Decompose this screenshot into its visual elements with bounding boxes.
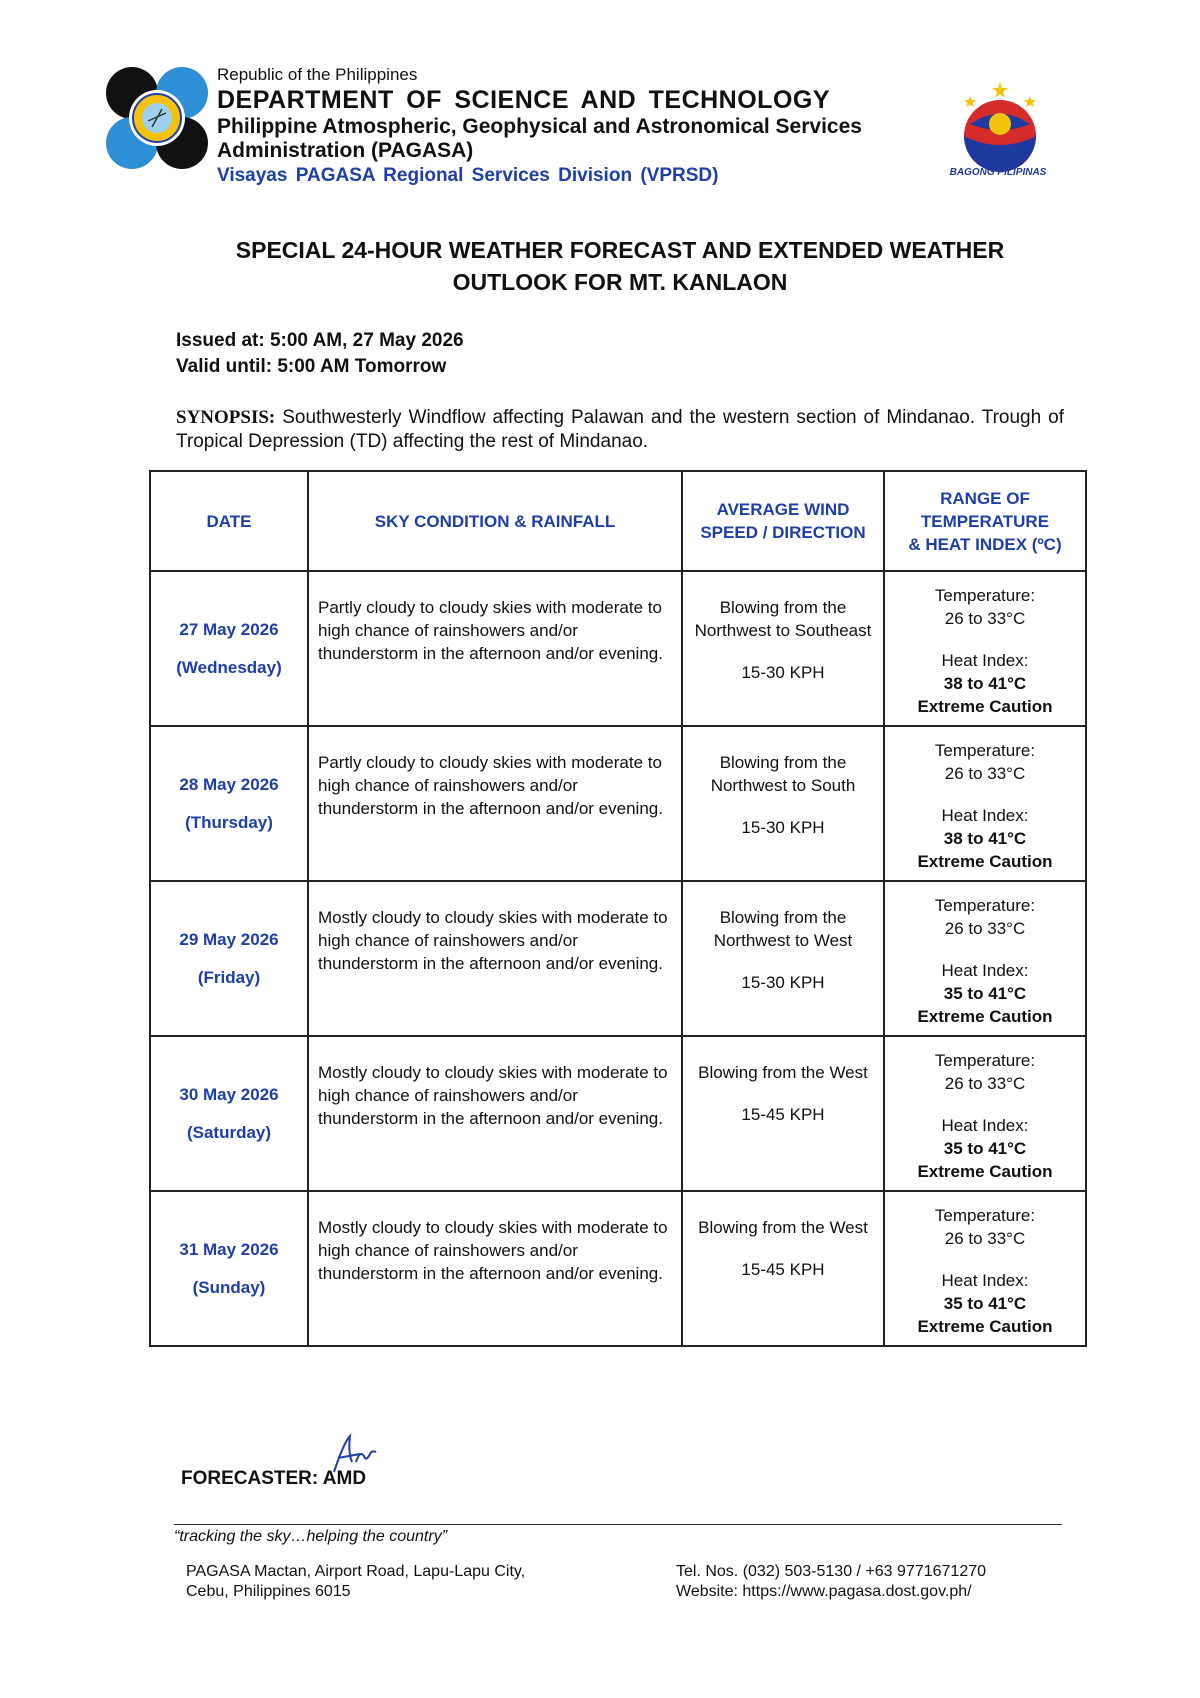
synopsis-text: Southwesterly Windflow affecting Palawan and the western section of Mindanao. Trough of Tropical Depression (TD) affecting the rest of Mindanao. bbox=[176, 407, 1064, 452]
heat-range: 35 to 41°C bbox=[943, 1139, 1027, 1158]
telephone: Tel. Nos. (032) 503-5130 / +63 9771671270 bbox=[676, 1563, 987, 1580]
heat-range: 38 to 41°C bbox=[943, 829, 1027, 848]
header-temp-line-1: RANGE OF bbox=[940, 488, 1030, 508]
heat-label: Heat Index: bbox=[941, 806, 1029, 825]
wind-speed: 15-30 KPH bbox=[741, 973, 825, 992]
address-line-2: Cebu, Philippines 6015 bbox=[186, 1583, 351, 1600]
wind-cell bbox=[682, 571, 884, 726]
title-line-2: OUTLOOK FOR MT. KANLAON bbox=[452, 269, 788, 295]
sky-text: Mostly cloudy to cloudy skies with moderate to high chance of rainshowers and/or thunderstorm in the afternoon and/or evening. bbox=[318, 908, 668, 973]
republic-line: Republic of the Philippines bbox=[217, 65, 418, 84]
website-link[interactable]: Website: https://www.pagasa.dost.gov.ph/ bbox=[676, 1583, 972, 1600]
heat-label: Heat Index: bbox=[941, 1271, 1029, 1290]
header-temp bbox=[884, 471, 1086, 571]
row-weekday: (Wednesday) bbox=[176, 658, 282, 677]
heat-class: Extreme Caution bbox=[917, 852, 1053, 871]
issue-info bbox=[176, 328, 464, 380]
header-wind-line-1: AVERAGE WIND bbox=[716, 500, 850, 519]
heat-class: Extreme Caution bbox=[917, 1317, 1053, 1336]
temp-label: Temperature: bbox=[934, 1051, 1036, 1070]
wind-direction: Blowing from the Northwest to West bbox=[713, 908, 853, 950]
wind-direction: Blowing from the West bbox=[698, 1063, 868, 1082]
row-weekday: (Friday) bbox=[197, 968, 261, 987]
wind-direction: Blowing from the Northwest to Southeast bbox=[694, 598, 872, 640]
table-row bbox=[150, 726, 1086, 881]
header-temp-line-2: TEMPERATURE bbox=[920, 511, 1050, 531]
heat-range: 38 to 41°C bbox=[943, 674, 1027, 693]
forecast-table bbox=[149, 470, 1087, 1347]
wind-cell bbox=[682, 1191, 884, 1346]
bagong-pilipinas-text: BAGONG PILIPINAS bbox=[949, 167, 1047, 178]
temp-range: 26 to 33°C bbox=[944, 1074, 1026, 1093]
temp-cell bbox=[884, 726, 1086, 881]
sky-cell bbox=[308, 1036, 682, 1191]
table-row bbox=[150, 881, 1086, 1036]
wind-cell bbox=[682, 881, 884, 1036]
row-date: 31 May 2026 bbox=[179, 1240, 279, 1259]
wind-cell bbox=[682, 726, 884, 881]
document-title bbox=[150, 234, 1090, 298]
table-row bbox=[150, 1191, 1086, 1346]
agency-line-1: Philippine Atmospheric, Geophysical and Astronomical Services bbox=[217, 115, 862, 138]
address bbox=[186, 1562, 525, 1602]
header-wind bbox=[682, 471, 884, 571]
row-date: 29 May 2026 bbox=[179, 930, 279, 949]
heat-label: Heat Index: bbox=[941, 651, 1029, 670]
contact-info bbox=[676, 1562, 986, 1602]
heat-class: Extreme Caution bbox=[917, 1007, 1053, 1026]
department-line: DEPARTMENT OF SCIENCE AND TECHNOLOGY bbox=[217, 86, 831, 114]
wind-direction: Blowing from the Northwest to South bbox=[710, 753, 856, 795]
valid-until: Valid until: 5:00 AM Tomorrow bbox=[176, 356, 447, 377]
row-weekday: (Saturday) bbox=[186, 1123, 272, 1142]
heat-range: 35 to 41°C bbox=[943, 1294, 1027, 1313]
row-weekday: (Sunday) bbox=[192, 1278, 266, 1297]
sky-text: Partly cloudy to cloudy skies with moderate to high chance of rainshowers and/or thunderstorm in the afternoon and/or evening. bbox=[318, 598, 663, 663]
wind-direction: Blowing from the West bbox=[698, 1218, 868, 1237]
sky-text: Mostly cloudy to cloudy skies with moderate to high chance of rainshowers and/or thunderstorm in the afternoon and/or evening. bbox=[318, 1063, 668, 1128]
synopsis bbox=[176, 406, 1064, 454]
wind-speed: 15-45 KPH bbox=[741, 1260, 825, 1279]
heat-range: 35 to 41°C bbox=[943, 984, 1027, 1003]
date-cell bbox=[150, 1191, 308, 1346]
row-date: 27 May 2026 bbox=[179, 620, 279, 639]
wind-speed: 15-30 KPH bbox=[741, 663, 825, 682]
forecaster-label: FORECASTER: AMD bbox=[181, 1468, 367, 1489]
temp-cell bbox=[884, 1036, 1086, 1191]
letterhead bbox=[217, 65, 862, 189]
issued-at: Issued at: 5:00 AM, 27 May 2026 bbox=[176, 330, 464, 351]
temp-cell bbox=[884, 881, 1086, 1036]
address-line-1: PAGASA Mactan, Airport Road, Lapu-Lapu City, bbox=[186, 1563, 526, 1580]
table-row bbox=[150, 1036, 1086, 1191]
synopsis-label: SYNOPSIS: bbox=[176, 407, 276, 428]
sky-cell bbox=[308, 881, 682, 1036]
temp-label: Temperature: bbox=[934, 1206, 1036, 1225]
division-line: Visayas PAGASA Regional Services Division (VPRSD) bbox=[217, 165, 719, 186]
temp-label: Temperature: bbox=[934, 896, 1036, 915]
sky-text: Mostly cloudy to cloudy skies with moderate to high chance of rainshowers and/or thunderstorm in the afternoon and/or evening. bbox=[318, 1218, 668, 1283]
temp-range: 26 to 33°C bbox=[944, 764, 1026, 783]
temp-range: 26 to 33°C bbox=[944, 919, 1026, 938]
heat-label: Heat Index: bbox=[941, 1116, 1029, 1135]
row-date: 30 May 2026 bbox=[179, 1085, 279, 1104]
temp-label: Temperature: bbox=[934, 586, 1036, 605]
date-cell bbox=[150, 726, 308, 881]
date-cell bbox=[150, 881, 308, 1036]
heat-class: Extreme Caution bbox=[917, 697, 1053, 716]
temp-range: 26 to 33°C bbox=[944, 609, 1026, 628]
temp-label: Temperature: bbox=[934, 741, 1036, 760]
header-temp-line-3: & HEAT INDEX (ºC) bbox=[908, 534, 1062, 554]
heat-class: Extreme Caution bbox=[917, 1162, 1053, 1181]
sky-text: Partly cloudy to cloudy skies with moderate to high chance of rainshowers and/or thunderstorm in the afternoon and/or evening. bbox=[318, 753, 663, 818]
sky-cell bbox=[308, 571, 682, 726]
heat-label: Heat Index: bbox=[941, 961, 1029, 980]
temp-cell bbox=[884, 1191, 1086, 1346]
agency-line-2: Administration (PAGASA) bbox=[217, 139, 474, 162]
table-header-row bbox=[150, 471, 1086, 571]
row-date: 28 May 2026 bbox=[179, 775, 279, 794]
sky-cell bbox=[308, 1191, 682, 1346]
wind-cell bbox=[682, 1036, 884, 1191]
temp-range: 26 to 33°C bbox=[944, 1229, 1026, 1248]
header-date: DATE bbox=[150, 471, 308, 571]
date-cell bbox=[150, 1036, 308, 1191]
dost-logo bbox=[104, 65, 210, 171]
header-wind-line-2: SPEED / DIRECTION bbox=[700, 523, 866, 542]
row-weekday: (Thursday) bbox=[185, 813, 273, 832]
wind-speed: 15-30 KPH bbox=[741, 818, 825, 837]
footer-divider bbox=[174, 1524, 1062, 1525]
table-row bbox=[150, 571, 1086, 726]
tagline: “tracking the sky…helping the country” bbox=[174, 1528, 448, 1545]
temp-cell bbox=[884, 571, 1086, 726]
header-sky: SKY CONDITION & RAINFALL bbox=[308, 471, 682, 571]
sky-cell bbox=[308, 726, 682, 881]
title-line-1: SPECIAL 24-HOUR WEATHER FORECAST AND EXTENDED WEATHER bbox=[235, 237, 1005, 263]
date-cell bbox=[150, 571, 308, 726]
wind-speed: 15-45 KPH bbox=[741, 1105, 825, 1124]
